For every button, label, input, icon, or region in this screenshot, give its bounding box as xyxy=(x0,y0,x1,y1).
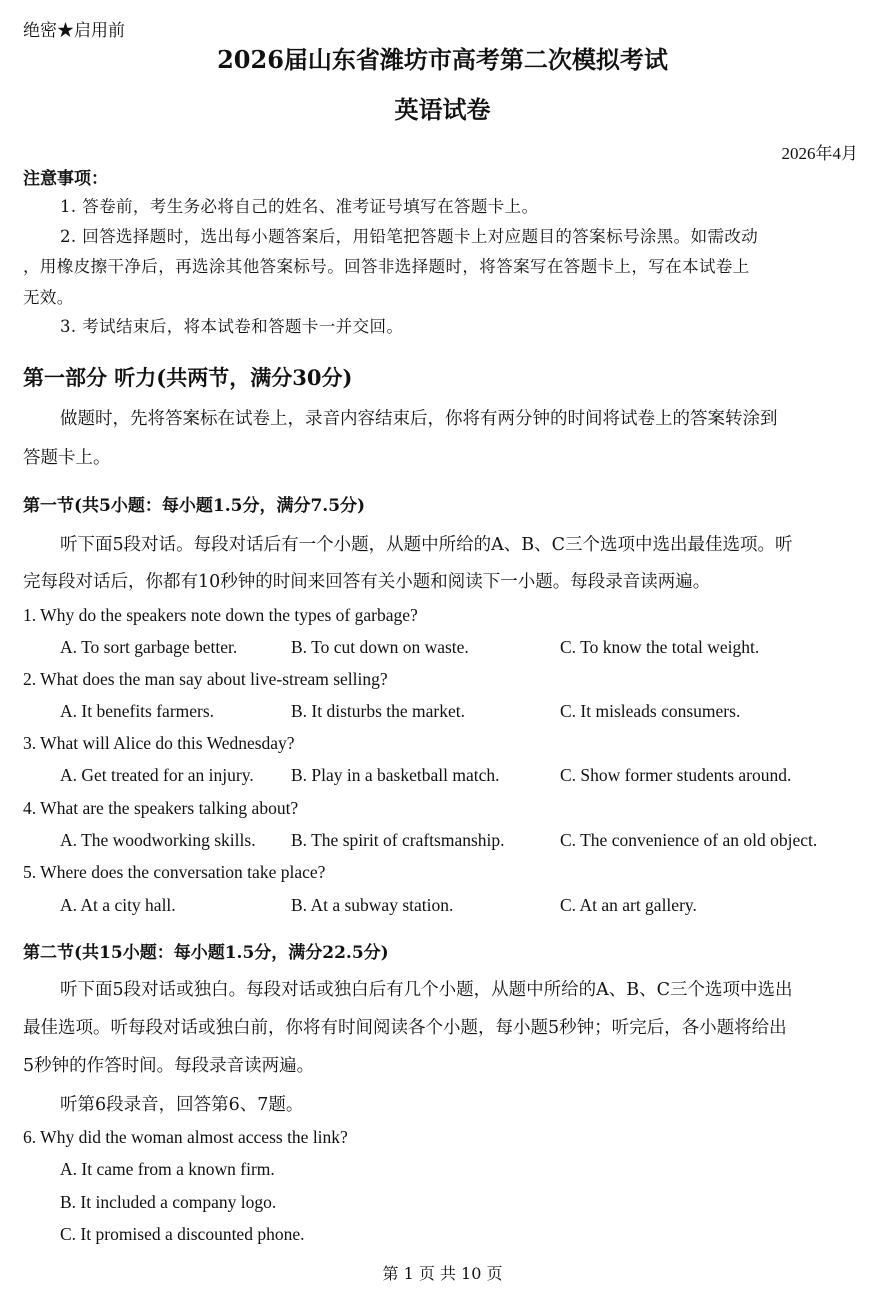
question-4: 4. What are the speakers talking about? xyxy=(23,798,299,818)
q2-option-b: B. It disturbs the market. xyxy=(291,701,466,721)
q4-option-b: B. The spirit of craftsmanship. xyxy=(291,830,505,850)
exam-title: 2026届山东省潍坊市高考第二次模拟考试 xyxy=(217,45,668,74)
notice-line: 3. 考试结束后，将本试卷和答题卡一并交回。 xyxy=(60,317,404,336)
question-3: 3. What will Alice do this Wednesday? xyxy=(23,733,295,753)
q3-option-c: C. Show former students around. xyxy=(560,765,792,785)
section2-instruction: 5秒钟的作答时间。每段录音读两遍。 xyxy=(23,1056,315,1076)
notice-line: ，用橡皮擦干净后，再选涂其他答案标号。回答非选择题时，将答案写在答题卡上，写在本试卷上 xyxy=(23,257,750,276)
q2-option-c: C. It misleads consumers. xyxy=(560,701,741,721)
part1-heading: 第一部分 听力(共两节，满分30分) xyxy=(23,365,353,390)
section2-heading: 第二节(共15小题：每小题1.5分，满分22.5分) xyxy=(23,943,389,963)
exam-date: 2026年4月 xyxy=(781,144,858,163)
q1-option-b: B. To cut down on waste. xyxy=(291,637,469,657)
q4-option-a: A. The woodworking skills. xyxy=(60,830,256,850)
exam-subtitle: 英语试卷 xyxy=(394,95,491,124)
question-5: 5. Where does the conversation take place? xyxy=(23,862,326,882)
section1-heading: 第一节(共5小题：每小题1.5分，满分7.5分) xyxy=(23,496,366,516)
section1-instruction: 听下面5段对话。每段对话后有一个小题，从题中所给的A、B、C三个选项中选出最佳选项。听 xyxy=(60,535,793,555)
question-6: 6. Why did the woman almost access the link? xyxy=(23,1127,348,1147)
confidential-mark: 绝密★启用前 xyxy=(23,21,125,41)
q1-option-c: C. To know the total weight. xyxy=(560,637,760,657)
q5-option-c: C. At an art gallery. xyxy=(560,895,697,915)
q5-option-a: A. At a city hall. xyxy=(60,895,176,915)
notice-heading: 注意事项： xyxy=(23,169,108,189)
q6-option-a: A. It came from a known firm. xyxy=(60,1159,275,1179)
q3-option-b: B. Play in a basketball match. xyxy=(291,765,500,785)
section2-instruction: 听下面5段对话或独白。每段对话或独白后有几个小题，从题中所给的A、B、C三个选项中选出 xyxy=(60,980,793,1000)
q5-option-b: B. At a subway station. xyxy=(291,895,454,915)
q4-option-c: C. The convenience of an old object. xyxy=(560,830,818,850)
q2-option-a: A. It benefits farmers. xyxy=(60,701,215,721)
notice-line: 1. 答卷前，考生务必将自己的姓名、准考证号填写在答题卡上。 xyxy=(60,197,539,216)
question-1: 1. Why do the speakers note down the types of garbage? xyxy=(23,605,418,625)
q3-option-a: A. Get treated for an injury. xyxy=(60,765,254,785)
q6-option-b: B. It included a company logo. xyxy=(60,1192,277,1212)
q6-option-c: C. It promised a discounted phone. xyxy=(60,1224,305,1244)
part1-instruction: 答题卡上。 xyxy=(23,448,111,468)
question-2: 2. What does the man say about live-stream selling? xyxy=(23,669,388,689)
section2-instruction: 最佳选项。听每段对话或独白前，你将有时间阅读各个小题，每小题5秒钟；听完后，各小题将给出 xyxy=(23,1018,787,1038)
section1-instruction: 完每段对话后，你都有10秒钟的时间来回答有关小题和阅读下一小题。每段录音读两遍。 xyxy=(23,572,711,592)
q1-option-a: A. To sort garbage better. xyxy=(60,637,238,657)
part1-instruction: 做题时，先将答案标在试卷上，录音内容结束后，你将有两分钟的时间将试卷上的答案转涂到 xyxy=(60,409,778,429)
notice-line: 2. 回答选择题时，选出每小题答案后，用铅笔把答题卡上对应题目的答案标号涂黑。如需改动 xyxy=(60,227,759,246)
notice-line: 无效。 xyxy=(23,288,74,307)
section2-sub-instruction: 听第6段录音，回答第6、7题。 xyxy=(60,1095,304,1115)
page-number: 第 1 页 共 10 页 xyxy=(382,1264,503,1283)
